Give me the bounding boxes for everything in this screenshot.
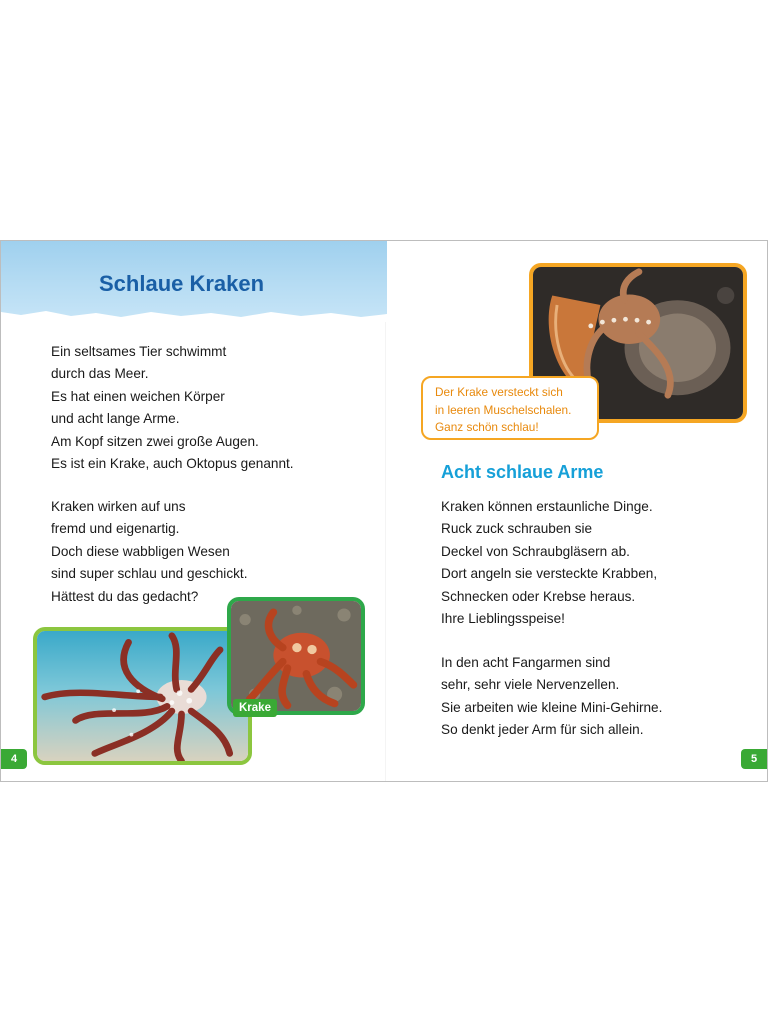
text-line: Ein seltsames Tier schwimmt	[51, 344, 227, 359]
book-spread	[0, 240, 768, 782]
text-line: sehr, sehr viele Nervenzellen.	[441, 677, 620, 693]
octopus-sand-image	[37, 631, 248, 761]
page-number-right: 5	[741, 749, 767, 769]
caption-line: Der Krake versteckt sich	[435, 385, 563, 399]
text-line: Doch diese wabbligen Wesen	[51, 543, 230, 559]
text-line: Am Kopf sitzen zwei große Augen.	[51, 433, 259, 449]
text-line: Schnecken oder Krebse heraus.	[441, 588, 636, 604]
octopus-red-image	[231, 601, 361, 711]
text-line: Ruck zuck schrauben sie	[441, 521, 593, 537]
text-line: durch das Meer.	[51, 366, 149, 382]
text-line: sind super schlau und geschickt.	[51, 566, 248, 582]
banner-torn-edge	[1, 308, 387, 322]
text-line: fremd und eigenartig.	[51, 521, 180, 537]
text-line: Deckel von Schraubgläsern ab.	[441, 543, 630, 559]
caption-line: in leeren Muschelschalen.	[435, 402, 572, 417]
text-line: Dort angeln sie versteckte Krabben,	[441, 566, 658, 582]
right-paragraph-1	[441, 496, 657, 630]
page-title: Schlaue Kraken	[99, 271, 265, 296]
text-line: Es ist ein Krake, auch Oktopus genannt.	[51, 456, 294, 472]
book-gutter	[385, 241, 386, 781]
text-line: In den acht Fangarmen sind	[441, 655, 611, 670]
text-line: und acht lange Arme.	[51, 411, 180, 427]
text-line: Kraken wirken auf uns	[51, 499, 186, 514]
right-paragraph-2	[441, 652, 662, 742]
section-heading: Acht schlaue Arme	[441, 462, 604, 482]
left-paragraph-2	[51, 496, 247, 608]
text-line: Ihre Lieblingsspeise!	[441, 611, 565, 627]
text-line: Sie arbeiten wie kleine Mini-Gehirne.	[441, 699, 663, 715]
kraken-photo-label: Krake	[233, 699, 277, 717]
text-line: So denkt jeder Arm für sich allein.	[441, 722, 644, 738]
text-line: Kraken können erstaunliche Dinge.	[441, 499, 653, 514]
caption-line: Ganz schön schlau!	[435, 420, 539, 434]
text-line: Hättest du das gedacht?	[51, 588, 199, 604]
caption-speech-bubble	[421, 376, 599, 440]
page-number-left: 4	[1, 749, 27, 769]
text-line: Es hat einen weichen Körper	[51, 388, 225, 404]
octopus-red-photo	[227, 597, 365, 715]
left-paragraph-1	[51, 341, 294, 475]
octopus-sand-photo	[33, 627, 252, 765]
